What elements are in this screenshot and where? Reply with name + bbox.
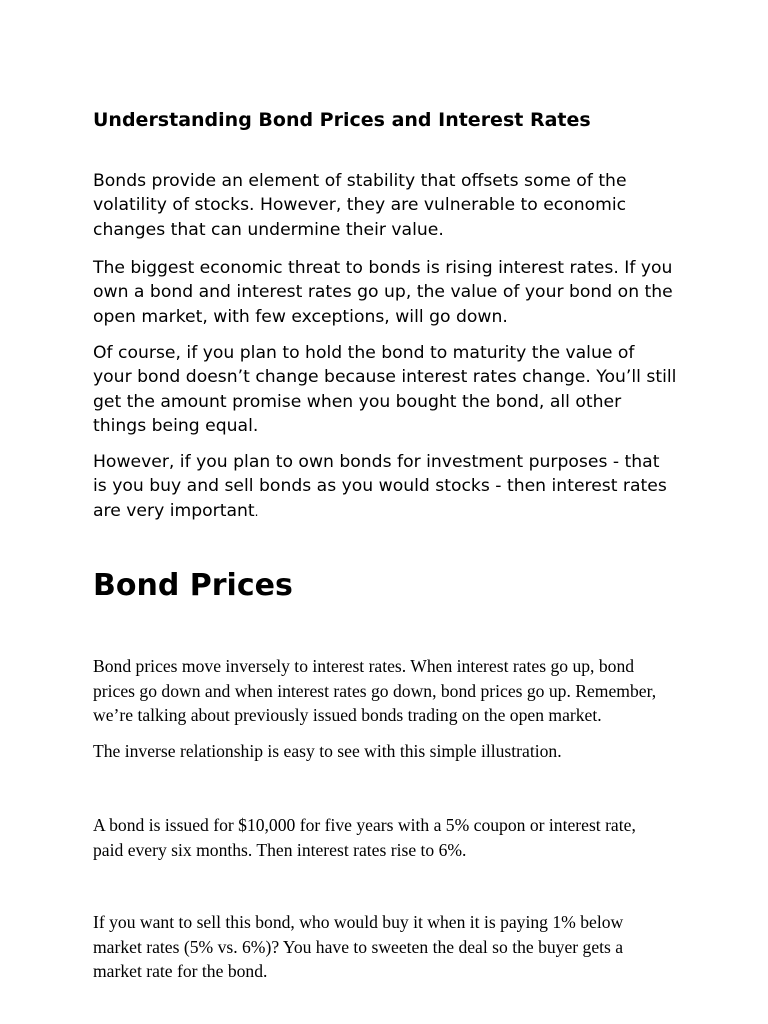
section-paragraph-4: If you want to sell this bond, who would buy it when it is paying 1% below market rates (5% vs. 6%)? You have to sweeten the deal so the buyer gets a market rate for the bond. bbox=[93, 912, 624, 981]
intro-paragraph-2: The biggest economic threat to bonds is rising interest rates. If you own a bond and interest rates go up, the value of your bond on the open market, with few exceptions, will go down. bbox=[93, 258, 673, 327]
intro-paragraph-3: Of course, if you plan to hold the bond to maturity the value of your bond doesn’t change because interest rates change. You’ll still get the amount promise when you bought the bond, all other things being equal. bbox=[93, 343, 677, 436]
intro-paragraph-1: Bonds provide an element of stability that offsets some of the volatility of stocks. However, they are vulnerable to economic changes that can undermine their value. bbox=[93, 171, 627, 240]
intro-paragraph-4-text: However, if you plan to own bonds for investment purposes - that is you buy and sell bonds as you would stocks - then interest rates are very important bbox=[93, 452, 667, 521]
section-paragraph-2: The inverse relationship is easy to see with this simple illustration. bbox=[93, 741, 562, 761]
intro-paragraph-4-period: . bbox=[254, 504, 259, 519]
section-paragraph-3: A bond is issued for $10,000 for five years with a 5% coupon or interest rate, paid every six months. Then interest rates rise to 6%. bbox=[93, 815, 636, 860]
document-title: Understanding Bond Prices and Interest Rates bbox=[93, 109, 591, 131]
section-paragraph-1: Bond prices move inversely to interest rates. When interest rates go up, bond prices go down and when interest rates go down, bond prices go up. Remember, we’re talking about previously issued bonds trading on the open market. bbox=[93, 656, 657, 725]
section-heading-bond-prices: Bond Prices bbox=[93, 568, 293, 603]
intro-paragraph-4 bbox=[93, 450, 678, 524]
